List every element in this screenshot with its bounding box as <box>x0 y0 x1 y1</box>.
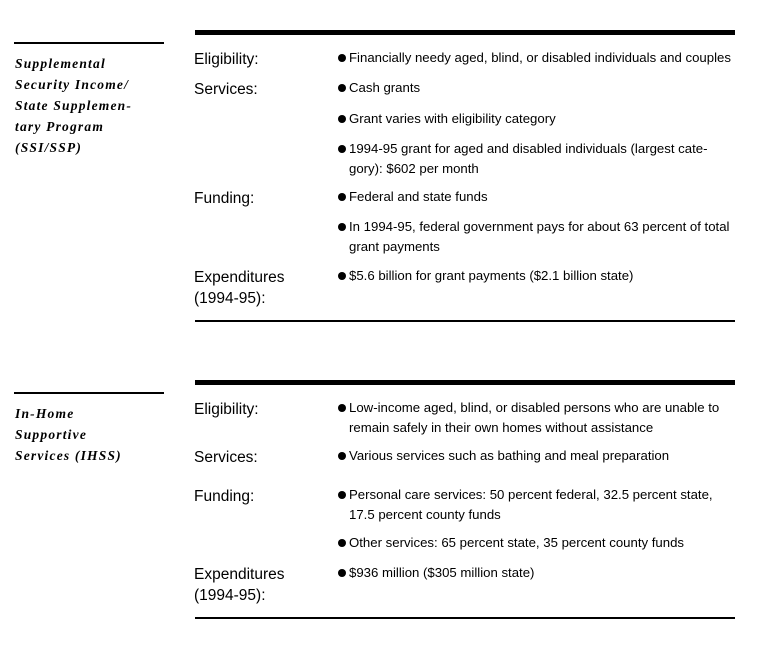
list-item: $936 million ($305 million state) <box>336 563 738 583</box>
bullet-icon <box>338 452 346 460</box>
bullet-icon <box>338 84 346 92</box>
list-item: In 1994-95, federal government pays for about 63 percent of total grant payments <box>336 217 738 257</box>
services-label: Services: <box>194 81 258 98</box>
bullet-icon <box>338 491 346 499</box>
section-bottom-rule <box>195 617 735 619</box>
list-item: $5.6 billion for grant payments ($2.1 billion state) <box>336 266 738 286</box>
list-item: Financially needy aged, blind, or disabled individuals and couples <box>336 48 738 68</box>
list-item: Various services such as bathing and meal preparation <box>336 446 738 466</box>
program-title: In-Home Supportive Services (IHSS) <box>15 406 122 463</box>
funding-label: Funding: <box>194 190 255 207</box>
bullet-icon <box>338 404 346 412</box>
eligibility-label: Eligibility: <box>194 51 259 68</box>
bullet-icon <box>338 145 346 153</box>
bullet-icon <box>338 272 346 280</box>
eligibility-label: Eligibility: <box>194 401 259 418</box>
list-item: Low-income aged, blind, or disabled persons who are unable to remain safely in their own homes without assistance <box>336 398 738 438</box>
list-item: Grant varies with eligibility category <box>336 109 738 129</box>
bullet-icon <box>338 115 346 123</box>
expenditures-label: Expenditures (1994-95): <box>194 269 285 307</box>
section-top-rule <box>195 30 735 35</box>
section-bottom-rule <box>195 320 735 322</box>
list-item: Other services: 65 percent state, 35 percent county funds <box>336 533 738 553</box>
bullet-icon <box>338 54 346 62</box>
program-title: Supplemental Security Income/ State Supplemen- tary Program (SSI/SSP) <box>15 56 133 155</box>
bullet-icon <box>338 539 346 547</box>
funding-label: Funding: <box>194 488 255 505</box>
bullet-icon <box>338 223 346 231</box>
list-item: 1994-95 grant for aged and disabled individuals (largest cate-gory): $602 per month <box>336 139 738 179</box>
bullet-icon <box>338 569 346 577</box>
program-title-rule <box>14 392 164 394</box>
list-item: Cash grants <box>336 78 738 98</box>
bullet-icon <box>338 193 346 201</box>
section-top-rule <box>195 380 735 385</box>
expenditures-label: Expenditures (1994-95): <box>194 566 285 604</box>
list-item: Federal and state funds <box>336 187 738 207</box>
list-item: Personal care services: 50 percent federal, 32.5 percent state, 17.5 percent county funds <box>336 485 738 525</box>
program-title-rule <box>14 42 164 44</box>
services-label: Services: <box>194 449 258 466</box>
